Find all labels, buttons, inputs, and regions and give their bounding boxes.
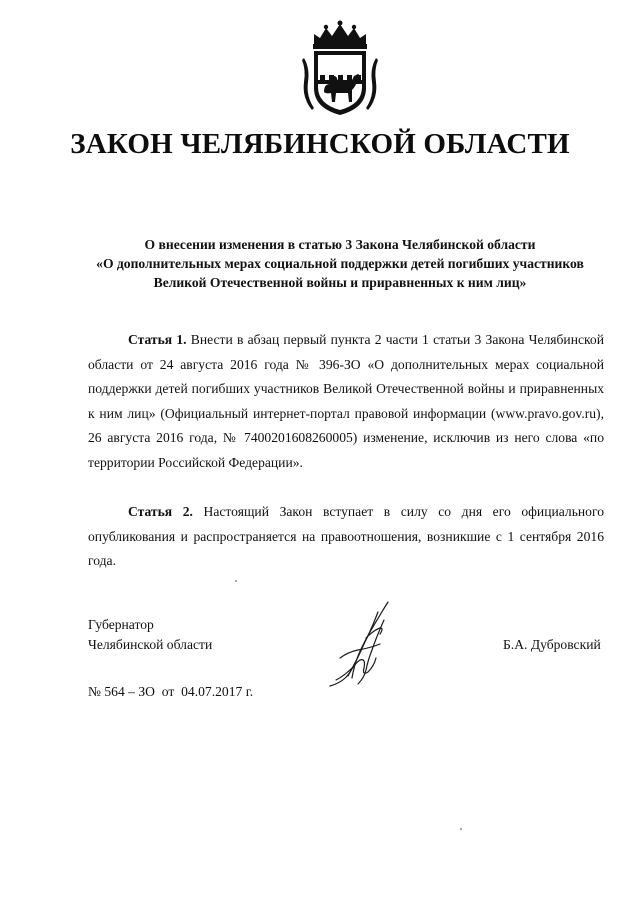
law-title: ЗАКОН ЧЕЛЯБИНСКОЙ ОБЛАСТИ [70,128,570,160]
article-2-label: Статья 2. [128,504,193,519]
article-1-text: Внести в абзац первый пункта 2 части 1 статьи 3 Закона Челябинской области от 24 августа 2016 года № 396-ЗО «О дополнительных мерах социальной поддержки детей погибших участников Великой Отечественной войны и приравненных к ним лиц» (Официальный интернет-портал правовой информации (www.pravo.gov.ru), 26 августа 2016 года, № 7400201608260005) изменение, исключив из него слова «по территории Российской Федерации». [88,332,604,470]
law-subject-line: Великой Отечественной войны и приравненных к ним лиц» [153,275,527,290]
article-1 [88,328,604,475]
law-subject-line: О внесении изменения в статью 3 Закона Челябинской области [144,237,536,252]
article-2-text: Настоящий Закон вступает в силу со дня его официального опубликования и распространяется на правоотношения, возникшие с 1 сентября 2016 года. [88,504,604,568]
law-subject-line: «О дополнительных мерах социальной поддержки детей погибших участников [96,256,584,271]
governor-name: Б.А. Дубровский [503,637,601,652]
law-registration-number: № 564 – ЗО от 04.07.2017 г. [88,684,254,699]
scan-speck [460,828,462,830]
coat-of-arms-icon [300,18,380,118]
governor-title-line: Губернатор [88,617,154,632]
law-subject [60,235,620,292]
governor-title-line: Челябинской области [88,637,213,652]
handwritten-signature-icon [318,598,408,693]
article-1-label: Статья 1. [128,332,187,347]
article-2 [88,500,604,574]
scan-speck [235,580,237,582]
governor-title [88,615,212,655]
